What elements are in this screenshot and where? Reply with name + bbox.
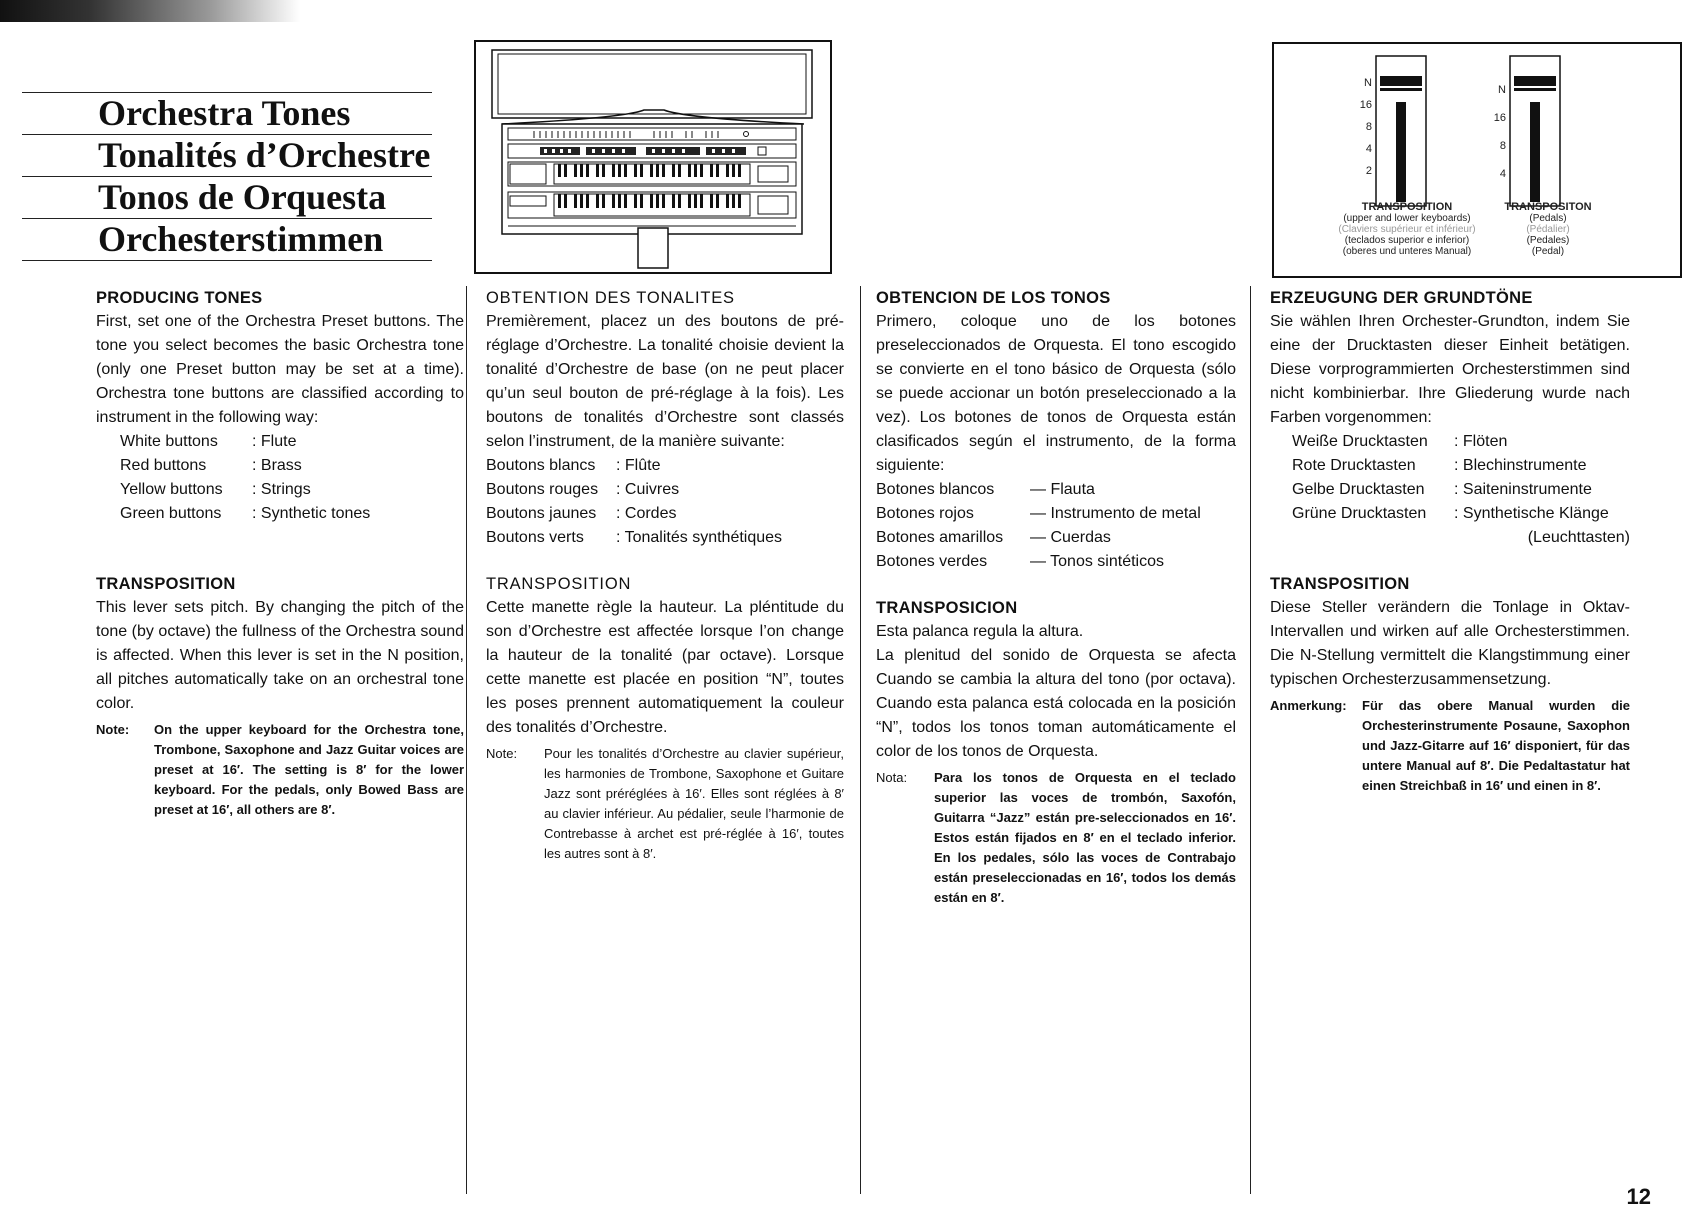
title-german: Orchesterstimmen xyxy=(22,219,432,261)
german-heading-transposition: TRANSPOSITION xyxy=(1270,575,1410,593)
german-paragraph-transposition: Diese Steller verändern die Tonlage in Oktav-Intervallen und wirken auf alle Orchesterstimmen. Die N-Stellung vermittelt die Klangstimmung einer typischen Orchesterzusammensetzung. xyxy=(1270,599,1630,688)
lever1-mark-8: 8 xyxy=(1365,121,1372,133)
french-button-list xyxy=(486,454,844,550)
lever1-caption-de: (oberes und unteres Manual) xyxy=(1342,246,1472,257)
list-item: Boutons verts : Tonalités synthétiques xyxy=(486,529,783,546)
spanish-note-text: Para los tonos de Orquesta en el teclado superior las voces de trombón, Saxofón, Guitarra “Jazz” están pre-seleccionados en 16′. Estos están fijados en 8′ en el teclado inferior. En los pedales, sólo las voces de Contrabajo están preseleccionadas en 16′, todos los demás están en 8′. xyxy=(934,770,1236,905)
list-item: Grüne Drucktasten : Synthetische Klänge xyxy=(1292,505,1609,522)
german-note-label: Anmerkung: xyxy=(1270,698,1347,713)
german-heading-erzeugung: ERZEUGUNG DER GRUNDTÖNE xyxy=(1270,289,1533,307)
list-item: Rote Drucktasten : Blechinstrumente xyxy=(1292,457,1587,474)
title-english: Orchestra Tones xyxy=(22,93,432,135)
german-paragraph-erzeugung: Sie wählen Ihren Orchester-Grundton, indem Sie eine der Drucktasten dieser Einheit betätigen. Diese vorprogrammierten Orchesterstimmen sind nicht kombinierbar. Ihre Gliederung wurde nach Farben vorgenommen: xyxy=(1270,313,1630,426)
spanish-heading-obtencion: OBTENCION DE LOS TONOS xyxy=(876,289,1111,307)
french-note-text: Pour les tonalités d’Orchestre au clavier supérieur, les harmonies de Trombone, Saxophone et Guitare Jazz sont préréglées à 16′. Elles sont réglées à 8′ au clavier inférieur. Au pédalier, seule l’harmonie de Contrebasse à archet est pré-réglée à 16′, toutes les autres sont à 8′. xyxy=(544,746,844,861)
german-button-list xyxy=(1270,430,1630,550)
list-item: Botones blancos — Flauta xyxy=(876,481,1095,498)
lever1-mark-4: 4 xyxy=(1365,143,1372,155)
list-item: Yellow buttons : Strings xyxy=(120,481,311,498)
list-item: Boutons jaunes : Cordes xyxy=(486,505,677,522)
list-item: Botones verdes — Tonos sintéticos xyxy=(876,553,1164,570)
lever2-mark-16: 16 xyxy=(1493,112,1506,124)
list-item: Botones amarillos — Cuerdas xyxy=(876,529,1111,546)
lever2-caption-fr: (Pédalier) xyxy=(1526,224,1570,235)
lever2-caption-de: (Pedal) xyxy=(1531,246,1565,257)
organ-illustration xyxy=(474,40,832,274)
lever1-mark-n: N xyxy=(1364,77,1372,89)
english-button-list xyxy=(96,430,464,526)
list-item: Red buttons : Brass xyxy=(120,457,302,474)
spanish-column xyxy=(876,286,1236,908)
spanish-heading-transposicion: TRANSPOSICION xyxy=(876,599,1018,617)
french-column xyxy=(486,286,844,864)
lever2-caption-title: TRANSPOSITON xyxy=(1504,201,1592,213)
spanish-paragraph-obtencion: Primero, coloque uno de los botones preseleccionados de Orquesta. El tono escogido se convierte en el tono básico de Orquesta (sólo se puede accionar un botón preseleccionado a la vez). Los botones de tonos de Orquesta están clasificados según el instrumento, de la forma siguiente: xyxy=(876,313,1236,474)
english-heading-producing: PRODUCING TONES xyxy=(96,289,263,307)
french-heading-obtention: OBTENTION DES TONALITES xyxy=(486,289,735,307)
lever2-mark-8: 8 xyxy=(1499,140,1506,152)
page-number: 12 xyxy=(1626,1184,1651,1209)
lever1-mark-2: 2 xyxy=(1365,165,1372,177)
french-heading-transposition: TRANSPOSITION xyxy=(486,575,632,593)
french-note-label: Note: xyxy=(486,746,518,761)
title-spanish: Tonos de Orquesta xyxy=(22,177,432,219)
english-note xyxy=(96,720,464,820)
french-paragraph-transposition: Cette manette règle la hauteur. La pléntitude du son d’Orchestre est affectée lorsque l’on change la hauteur de la tonalité (par octave). Lorsque cette manette est placée en position “N”, toutes les poses prennent automatiquement la couleur des tonalités d’Orchestre. xyxy=(486,599,844,736)
lever1-caption-en: (upper and lower keyboards) xyxy=(1343,213,1471,224)
transposition-lever-figure xyxy=(1272,42,1682,278)
column-divider-1 xyxy=(466,286,467,1194)
lever1-caption-fr: (Claviers supérieur et inférieur) xyxy=(1338,224,1476,235)
english-heading-transposition: TRANSPOSITION xyxy=(96,575,236,593)
list-item: Green buttons : Synthetic tones xyxy=(120,505,371,522)
column-divider-3 xyxy=(1250,286,1251,1194)
scan-edge-artifact xyxy=(0,0,300,22)
german-note-text: Für das obere Manual wurden die Orchesterinstrumente Posaune, Saxophon und Jazz-Gitarre auf 16′ disponiert, für das untere Manual auf 8′. Die Pedaltastatur hat einen Streichbaß in 16′ und einen in 8′. xyxy=(1362,698,1630,793)
french-paragraph-obtention: Premièrement, placez un des boutons de pré-réglage d’Orchestre. La tonalité choisie devient la tonalité d’Orchestre de base (on ne peut placer qu’un seul bouton de pré-réglage à la fois). Les boutons de tonalités d’Orchestre sont classés selon l’instrument, de la manière suivante: xyxy=(486,313,844,450)
list-item: (Leuchttasten) xyxy=(1527,529,1630,546)
lever2-mark-4: 4 xyxy=(1499,168,1506,180)
spanish-paragraph-transposicion-b: La plenitud del sonido de Orquesta se afecta Cuando se cambia la altura del tono (por octava). Cuando esta palanca está colocada en la posición “N”, todos los tonos toman automáticamente el color de los tonos de Orquesta. xyxy=(876,647,1236,760)
list-item: Boutons rouges : Cuivres xyxy=(486,481,680,498)
column-divider-2 xyxy=(860,286,861,1194)
list-item: White buttons : Flute xyxy=(120,433,297,450)
list-item: Boutons blancs : Flûte xyxy=(486,457,661,474)
lever1-caption-title: TRANSPOSITION xyxy=(1361,201,1453,213)
list-item: Botones rojos — Instrumento de metal xyxy=(876,505,1201,522)
spanish-note-label: Nota: xyxy=(876,770,908,785)
list-item: Weiße Drucktasten : Flöten xyxy=(1292,433,1508,450)
english-paragraph-transposition: This lever sets pitch. By changing the pitch of the tone (by octave) the fullness of the Orchestra sound is affected. When this lever is set in the N position, all pitches automatically take on an orchestral tone color. xyxy=(96,599,464,712)
lever1-mark-16: 16 xyxy=(1359,99,1372,111)
german-column xyxy=(1270,286,1630,796)
lever2-mark-n: N xyxy=(1498,84,1506,96)
lever1-caption-es: (teclados superior e inferior) xyxy=(1344,235,1470,246)
spanish-button-list xyxy=(876,478,1236,574)
organ-drawing xyxy=(474,40,832,274)
english-column xyxy=(96,286,464,820)
list-item: Gelbe Drucktasten : Saiteninstrumente xyxy=(1292,481,1592,498)
lever2-caption-es: (Pedales) xyxy=(1526,235,1570,246)
english-note-text: On the upper keyboard for the Orchestra tone, Trombone, Saxophone and Jazz Guitar voices are preset at 16′. The setting is 8′ for the lower keyboard. For the pedals, only Bowed Bass are preset at 16′, all others are 8′. xyxy=(154,722,464,817)
french-note xyxy=(486,744,844,864)
lever2-caption-en: (Pedals) xyxy=(1529,213,1567,224)
title-block xyxy=(22,92,432,261)
title-french: Tonalités d’Orchestre xyxy=(22,135,432,177)
spanish-paragraph-transposicion-a: Esta palanca regula la altura. xyxy=(876,623,1084,640)
german-note xyxy=(1270,696,1630,796)
english-note-label: Note: xyxy=(96,722,130,737)
spanish-note xyxy=(876,768,1236,908)
english-paragraph-producing: First, set one of the Orchestra Preset buttons. The tone you select becomes the basic Orchestra tone (only one Preset button may be set at a time). Orchestra tone buttons are classified according to instrument in the following way: xyxy=(96,313,464,426)
